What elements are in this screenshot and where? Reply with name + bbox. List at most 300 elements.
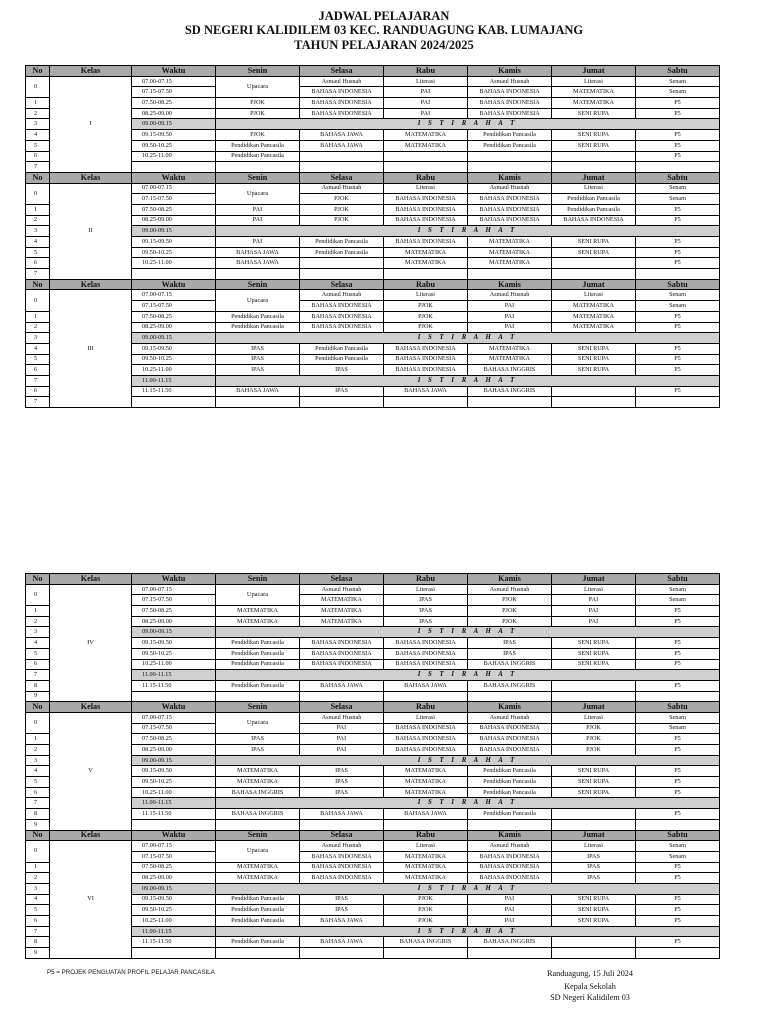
subject-cell: Pendidikan Pancasila xyxy=(468,766,552,777)
subject-cell: Asmaul Husnah xyxy=(468,841,552,852)
signature-place-date: Randuagung, 15 Juli 2024 xyxy=(547,969,633,978)
break-row: I S T I R A H A T xyxy=(216,926,720,937)
period-number: 8 xyxy=(26,680,50,691)
subject-cell: P5 xyxy=(636,215,720,226)
column-header-rabu: Rabu xyxy=(384,66,468,77)
column-header-waktu: Waktu xyxy=(132,172,216,183)
subject-cell xyxy=(216,397,300,408)
time-slot: 10.25-11.00 xyxy=(132,659,216,670)
subject-cell: SENI RUPA xyxy=(552,916,636,927)
subject-cell: IPAS xyxy=(300,365,384,376)
column-header-jumat: Jumat xyxy=(552,574,636,585)
subject-cell: PJOK xyxy=(552,723,636,734)
column-header-no: No xyxy=(26,574,50,585)
subject-cell: Literasi xyxy=(384,76,468,87)
subject-cell: BAHASA INDONESIA xyxy=(300,108,384,119)
subject-cell xyxy=(468,691,552,702)
subject-cell: SENI RUPA xyxy=(552,108,636,119)
ceremony-cell: Upacara xyxy=(216,290,300,311)
subject-cell: BAHASA JAWA xyxy=(384,809,468,820)
subject-cell: BAHASA INDONESIA xyxy=(384,354,468,365)
subject-cell: IPAS xyxy=(552,862,636,873)
time-slot: 07.15-07.50 xyxy=(132,87,216,98)
subject-cell: MATEMATIKA xyxy=(468,247,552,258)
subject-cell: BAHASA INDONESIA xyxy=(300,659,384,670)
subject-cell: BAHASA INDONESIA xyxy=(468,851,552,862)
column-header-jumat: Jumat xyxy=(552,66,636,77)
subject-cell: MATEMATIKA xyxy=(216,616,300,627)
subject-cell xyxy=(636,269,720,280)
column-header-rabu: Rabu xyxy=(384,702,468,713)
subject-cell: Asmaul Husnah xyxy=(468,183,552,194)
break-row: I S T I R A H A T xyxy=(216,627,720,638)
subject-cell: Literasi xyxy=(552,712,636,723)
period-number: 9 xyxy=(26,819,50,830)
subject-cell: MATEMATIKA xyxy=(384,777,468,788)
subject-cell xyxy=(552,258,636,269)
time-slot: 10.25-11.00 xyxy=(132,787,216,798)
subject-cell: Pendidikan Pancasila xyxy=(552,194,636,205)
subject-cell: BAHASA INDONESIA xyxy=(384,745,468,756)
table-row xyxy=(26,183,720,194)
subject-cell: Senam xyxy=(636,290,720,301)
subject-cell: Pendidikan Pancasila xyxy=(216,680,300,691)
subject-cell: P5 xyxy=(636,894,720,905)
subject-cell: Pendidikan Pancasila xyxy=(468,130,552,141)
subject-cell: P5 xyxy=(636,311,720,322)
subject-cell: P5 xyxy=(636,787,720,798)
subject-cell: MATEMATIKA xyxy=(384,766,468,777)
subject-cell: IPAS xyxy=(216,734,300,745)
subject-cell: SENI RUPA xyxy=(552,365,636,376)
subject-cell xyxy=(636,691,720,702)
class-name: II xyxy=(50,183,132,279)
header-row xyxy=(26,172,720,183)
period-number: 2 xyxy=(26,108,50,119)
subject-cell: MATEMATIKA xyxy=(216,873,300,884)
subject-cell: MATEMATIKA xyxy=(216,606,300,617)
period-number: 0 xyxy=(26,76,50,97)
subject-cell xyxy=(468,151,552,162)
subject-cell: MATEMATIKA xyxy=(300,606,384,617)
subject-cell: Pendidikan Pancasila xyxy=(216,905,300,916)
time-slot: 09.15-09.50 xyxy=(132,638,216,649)
break-row: I S T I R A H A T xyxy=(216,375,720,386)
subject-cell xyxy=(468,269,552,280)
period-number: 3 xyxy=(26,333,50,344)
time-slot: 07.50-08.25 xyxy=(132,862,216,873)
ceremony-cell: Upacara xyxy=(216,584,300,605)
time-slot: 09.50-10.25 xyxy=(132,140,216,151)
period-number: 5 xyxy=(26,648,50,659)
subject-cell: Literasi xyxy=(552,76,636,87)
subject-cell xyxy=(300,691,384,702)
period-number: 2 xyxy=(26,873,50,884)
header-row xyxy=(26,66,720,77)
subject-cell: Pendidikan Pancasila xyxy=(216,151,300,162)
subject-cell: BAHASA INGGRIS xyxy=(468,680,552,691)
time-slot: 07.15-07.50 xyxy=(132,301,216,312)
subject-cell: IPAS xyxy=(384,595,468,606)
period-number: 1 xyxy=(26,98,50,109)
subject-cell: BAHASA JAWA xyxy=(216,247,300,258)
subject-cell: SENI RUPA xyxy=(552,343,636,354)
subject-cell xyxy=(552,937,636,948)
subject-cell: PAI xyxy=(552,616,636,627)
subject-cell: SENI RUPA xyxy=(552,777,636,788)
subject-cell: P5 xyxy=(636,680,720,691)
time-slot: 07.15-07.50 xyxy=(132,194,216,205)
column-header-no: No xyxy=(26,172,50,183)
subject-cell: PAI xyxy=(468,301,552,312)
period-number: 7 xyxy=(26,375,50,386)
period-number: 6 xyxy=(26,787,50,798)
time-slot: 09.00-09.15 xyxy=(132,333,216,344)
class-name: I xyxy=(50,76,132,172)
subject-cell: IPAS xyxy=(384,616,468,627)
time-slot: 09.00-09.15 xyxy=(132,226,216,237)
subject-cell: PAI xyxy=(216,215,300,226)
subject-cell: Asmaul Husnah xyxy=(300,712,384,723)
class-name: V xyxy=(50,712,132,830)
time-slot: 08.25-09.00 xyxy=(132,322,216,333)
subject-cell: IPAS xyxy=(552,851,636,862)
subject-cell: BAHASA INDONESIA xyxy=(384,723,468,734)
time-slot: 11.15-11.50 xyxy=(132,680,216,691)
time-slot: 09.15-09.50 xyxy=(132,343,216,354)
time-slot: 08.25-09.00 xyxy=(132,616,216,627)
subject-cell: SENI RUPA xyxy=(552,247,636,258)
subject-cell: Pendidikan Pancasila xyxy=(468,777,552,788)
table-row xyxy=(26,712,720,723)
column-header-no: No xyxy=(26,66,50,77)
subject-cell: BAHASA INDONESIA xyxy=(300,87,384,98)
time-slot: 07.00-07.15 xyxy=(132,183,216,194)
column-header-senin: Senin xyxy=(216,702,300,713)
subject-cell: IPAS xyxy=(300,905,384,916)
period-number: 1 xyxy=(26,311,50,322)
subject-cell: Asmaul Husnah xyxy=(468,290,552,301)
subject-cell: MATEMATIKA xyxy=(384,862,468,873)
subject-cell: PJOK xyxy=(552,734,636,745)
subject-cell xyxy=(300,151,384,162)
subject-cell: PJOK xyxy=(300,204,384,215)
subject-cell: Pendidikan Pancasila xyxy=(468,787,552,798)
time-slot: 11.00-11.15 xyxy=(132,375,216,386)
subject-cell: P5 xyxy=(636,343,720,354)
time-slot: 09.00-09.15 xyxy=(132,755,216,766)
period-number: 4 xyxy=(26,638,50,649)
period-number: 4 xyxy=(26,237,50,248)
subject-cell: Pendidikan Pancasila xyxy=(468,809,552,820)
subject-cell xyxy=(636,397,720,408)
column-header-sabtu: Sabtu xyxy=(636,574,720,585)
subject-cell xyxy=(300,269,384,280)
subject-cell: MATEMATIKA xyxy=(300,595,384,606)
subject-cell xyxy=(384,691,468,702)
period-number: 6 xyxy=(26,258,50,269)
subject-cell: IPAS xyxy=(216,365,300,376)
subject-cell xyxy=(552,691,636,702)
period-number: 5 xyxy=(26,905,50,916)
subject-cell: MATEMATIKA xyxy=(384,851,468,862)
subject-cell: SENI RUPA xyxy=(552,894,636,905)
subject-cell: P5 xyxy=(636,108,720,119)
subject-cell: Senam xyxy=(636,183,720,194)
subject-cell: IPAS xyxy=(216,343,300,354)
period-number: 0 xyxy=(26,584,50,605)
subject-cell xyxy=(300,258,384,269)
column-header-selasa: Selasa xyxy=(300,279,384,290)
subject-cell: PJOK xyxy=(384,916,468,927)
time-slot: 09.00-09.15 xyxy=(132,119,216,130)
column-header-kelas: Kelas xyxy=(50,830,132,841)
period-number: 4 xyxy=(26,130,50,141)
column-header-no: No xyxy=(26,279,50,290)
column-header-rabu: Rabu xyxy=(384,830,468,841)
period-number: 2 xyxy=(26,616,50,627)
subject-cell: IPAS xyxy=(300,787,384,798)
subject-cell: Asmaul Husnah xyxy=(468,76,552,87)
subject-cell: Asmaul Husnah xyxy=(300,76,384,87)
period-number: 0 xyxy=(26,290,50,311)
time-slot: 10.25-11.00 xyxy=(132,258,216,269)
subject-cell: P5 xyxy=(636,322,720,333)
column-header-kamis: Kamis xyxy=(468,830,552,841)
time-slot: 07.15-07.50 xyxy=(132,851,216,862)
subject-cell: MATEMATIKA xyxy=(552,87,636,98)
time-slot: 11.15-11.50 xyxy=(132,937,216,948)
subject-cell: BAHASA INDONESIA xyxy=(300,638,384,649)
subject-cell: BAHASA INDONESIA xyxy=(468,745,552,756)
subject-cell: MATEMATIKA xyxy=(468,258,552,269)
column-header-sabtu: Sabtu xyxy=(636,172,720,183)
column-header-selasa: Selasa xyxy=(300,66,384,77)
subject-cell: BAHASA INGGRIS xyxy=(468,937,552,948)
column-header-kelas: Kelas xyxy=(50,279,132,290)
subject-cell: MATEMATIKA xyxy=(384,130,468,141)
time-slot: 07.15-07.50 xyxy=(132,595,216,606)
subject-cell: P5 xyxy=(636,98,720,109)
time-slot: 11.00-11.15 xyxy=(132,926,216,937)
subject-cell: Literasi xyxy=(552,841,636,852)
subject-cell: MATEMATIKA xyxy=(300,616,384,627)
period-number: 2 xyxy=(26,745,50,756)
subject-cell: P5 xyxy=(636,354,720,365)
column-header-waktu: Waktu xyxy=(132,279,216,290)
subject-cell xyxy=(216,819,300,830)
subject-cell: Senam xyxy=(636,584,720,595)
subject-cell: Senam xyxy=(636,301,720,312)
time-slot: 07.00-07.15 xyxy=(132,841,216,852)
period-number: 2 xyxy=(26,215,50,226)
period-number: 4 xyxy=(26,766,50,777)
subject-cell: PAI xyxy=(300,745,384,756)
subject-cell: SENI RUPA xyxy=(552,787,636,798)
subject-cell: BAHASA JAWA xyxy=(300,809,384,820)
subject-cell: PAI xyxy=(300,734,384,745)
document-title: JADWAL PELAJARAN xyxy=(318,9,450,23)
subject-cell: Asmaul Husnah xyxy=(300,290,384,301)
subject-cell: PJOK xyxy=(384,311,468,322)
header-row xyxy=(26,702,720,713)
subject-cell: P5 xyxy=(636,365,720,376)
column-header-kelas: Kelas xyxy=(50,172,132,183)
subject-cell: PJOK xyxy=(468,606,552,617)
subject-cell: MATEMATIKA xyxy=(552,322,636,333)
subject-cell xyxy=(636,819,720,830)
column-header-senin: Senin xyxy=(216,830,300,841)
subject-cell xyxy=(216,948,300,959)
subject-cell: IPAS xyxy=(468,638,552,649)
period-number: 4 xyxy=(26,894,50,905)
column-header-no: No xyxy=(26,702,50,713)
subject-cell: Senam xyxy=(636,723,720,734)
subject-cell: P5 xyxy=(636,905,720,916)
column-header-jumat: Jumat xyxy=(552,172,636,183)
subject-cell: SENI RUPA xyxy=(552,638,636,649)
subject-cell: BAHASA INDONESIA xyxy=(384,648,468,659)
subject-cell: PAI xyxy=(552,595,636,606)
subject-cell: Asmaul Husnah xyxy=(300,183,384,194)
period-number: 5 xyxy=(26,354,50,365)
subject-cell: BAHASA INGGRIS xyxy=(216,809,300,820)
time-slot: 11.15-11.50 xyxy=(132,386,216,397)
subject-cell xyxy=(216,162,300,173)
subject-cell: PJOK xyxy=(384,322,468,333)
column-header-selasa: Selasa xyxy=(300,702,384,713)
subject-cell: PAI xyxy=(216,204,300,215)
subject-cell: P5 xyxy=(636,659,720,670)
period-number: 2 xyxy=(26,322,50,333)
column-header-waktu: Waktu xyxy=(132,830,216,841)
column-header-kamis: Kamis xyxy=(468,66,552,77)
column-header-selasa: Selasa xyxy=(300,574,384,585)
time-slot: 10.25-11.00 xyxy=(132,151,216,162)
subject-cell: P5 xyxy=(636,777,720,788)
subject-cell: Asmaul Husnah xyxy=(300,841,384,852)
subject-cell: BAHASA INDONESIA xyxy=(384,237,468,248)
header-row xyxy=(26,279,720,290)
subject-cell xyxy=(636,162,720,173)
subject-cell: SENI RUPA xyxy=(552,237,636,248)
subject-cell: MATEMATIKA xyxy=(552,98,636,109)
subject-cell: Pendidikan Pancasila xyxy=(468,140,552,151)
period-number: 7 xyxy=(26,926,50,937)
subject-cell: SENI RUPA xyxy=(552,354,636,365)
period-number: 5 xyxy=(26,777,50,788)
subject-cell: Literasi xyxy=(384,183,468,194)
column-header-rabu: Rabu xyxy=(384,574,468,585)
subject-cell: Senam xyxy=(636,841,720,852)
period-number: 9 xyxy=(26,948,50,959)
subject-cell: BAHASA INDONESIA xyxy=(468,204,552,215)
subject-cell: Asmaul Husnah xyxy=(468,712,552,723)
subject-cell: Senam xyxy=(636,76,720,87)
subject-cell: MATEMATIKA xyxy=(216,777,300,788)
period-number: 3 xyxy=(26,226,50,237)
subject-cell xyxy=(552,151,636,162)
subject-cell xyxy=(216,691,300,702)
time-slot: 09.15-09.50 xyxy=(132,766,216,777)
subject-cell: PJOK xyxy=(384,894,468,905)
period-number: 6 xyxy=(26,916,50,927)
subject-cell: MATEMATIKA xyxy=(384,247,468,258)
signature-role: Kepala Sekolah xyxy=(564,982,616,991)
subject-cell: PJOK xyxy=(552,745,636,756)
subject-cell: Pendidikan Pancasila xyxy=(216,311,300,322)
subject-cell: PJOK xyxy=(216,98,300,109)
time-slot: 07.50-08.25 xyxy=(132,204,216,215)
table-row xyxy=(26,290,720,301)
subject-cell: MATEMATIKA xyxy=(468,354,552,365)
subject-cell: SENI RUPA xyxy=(552,140,636,151)
subject-cell: Pendidikan Pancasila xyxy=(300,354,384,365)
column-header-sabtu: Sabtu xyxy=(636,830,720,841)
subject-cell xyxy=(384,269,468,280)
column-header-jumat: Jumat xyxy=(552,279,636,290)
column-header-rabu: Rabu xyxy=(384,279,468,290)
period-number: 6 xyxy=(26,151,50,162)
subject-cell: BAHASA INDONESIA xyxy=(384,659,468,670)
subject-cell xyxy=(552,269,636,280)
time-slot: 09.00-09.15 xyxy=(132,883,216,894)
subject-cell: BAHASA INDONESIA xyxy=(468,215,552,226)
p5-footnote: P5 = PROJEK PENGUATAN PROFIL PELAJAR PANCASILA xyxy=(47,969,215,976)
subject-cell: Asmaul Husnah xyxy=(468,584,552,595)
subject-cell xyxy=(300,948,384,959)
time-slot xyxy=(132,819,216,830)
subject-cell: Pendidikan Pancasila xyxy=(216,937,300,948)
time-slot: 09.50-10.25 xyxy=(132,905,216,916)
column-header-kamis: Kamis xyxy=(468,574,552,585)
period-number: 6 xyxy=(26,365,50,376)
subject-cell: PAI xyxy=(384,108,468,119)
subject-cell: BAHASA INGGRIS xyxy=(468,659,552,670)
column-header-jumat: Jumat xyxy=(552,702,636,713)
subject-cell xyxy=(552,819,636,830)
time-slot: 09.50-10.25 xyxy=(132,648,216,659)
subject-cell: P5 xyxy=(636,204,720,215)
column-header-kelas: Kelas xyxy=(50,702,132,713)
subject-cell: P5 xyxy=(636,140,720,151)
subject-cell: Pendidikan Pancasila xyxy=(216,638,300,649)
subject-cell: Literasi xyxy=(384,841,468,852)
subject-cell: Literasi xyxy=(384,584,468,595)
subject-cell xyxy=(552,680,636,691)
subject-cell: BAHASA JAWA xyxy=(216,258,300,269)
subject-cell: IPAS xyxy=(216,745,300,756)
subject-cell: P5 xyxy=(636,734,720,745)
subject-cell: SENI RUPA xyxy=(552,659,636,670)
subject-cell: P5 xyxy=(636,745,720,756)
subject-cell: BAHASA INDONESIA xyxy=(384,343,468,354)
subject-cell xyxy=(468,162,552,173)
subject-cell: BAHASA INDONESIA xyxy=(468,734,552,745)
schedule-table-classes-4-6 xyxy=(25,573,720,959)
subject-cell xyxy=(552,948,636,959)
period-number: 7 xyxy=(26,670,50,681)
time-slot: 09.50-10.25 xyxy=(132,247,216,258)
period-number: 1 xyxy=(26,204,50,215)
subject-cell: PAI xyxy=(468,894,552,905)
subject-cell xyxy=(384,948,468,959)
time-slot: 07.50-08.25 xyxy=(132,606,216,617)
subject-cell: BAHASA INGGRIS xyxy=(468,386,552,397)
subject-cell: Literasi xyxy=(552,584,636,595)
time-slot: 10.25-11.00 xyxy=(132,916,216,927)
time-slot: 11.00-11.15 xyxy=(132,670,216,681)
